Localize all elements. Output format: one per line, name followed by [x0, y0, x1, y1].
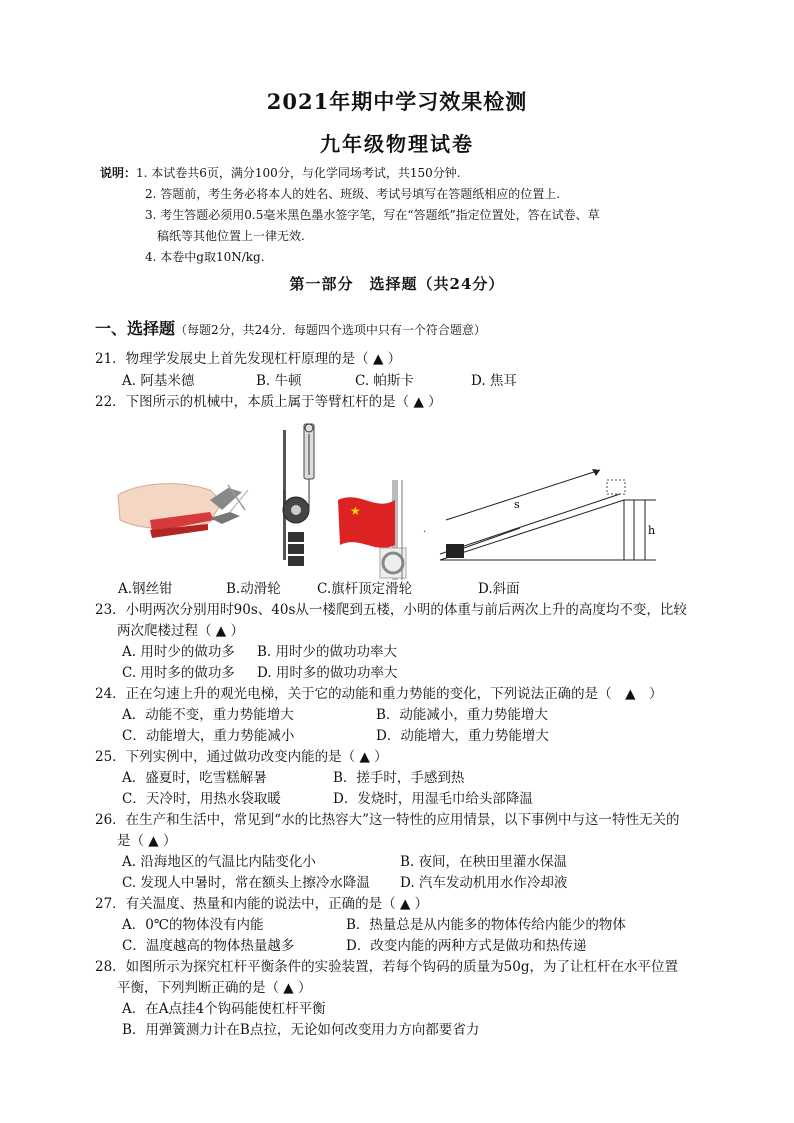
instruction-item: 4. 本卷中g取10N/kg.	[145, 250, 265, 264]
question-28-stem: 28．如图所示为探究杠杆平衡条件的实验装置，若每个钩码的质量为50g，为了让杠杆在水平位置	[95, 959, 678, 975]
question-26-option-c: C. 发现人中暑时，常在额头上擦冷水降温	[122, 875, 370, 891]
question-26-option-d: D. 汽车发动机用水作冷却液	[400, 875, 568, 891]
question-23-stem-cont: 两次爬楼过程（ ▲ ）	[117, 623, 244, 639]
instruction-item: 1. 本试卷共6页，满分100分，与化学同场考试，共150分钟.	[136, 166, 461, 180]
question-25-option-c: C．天冷时，用热水袋取暖	[122, 791, 281, 807]
question-24-option-b: B．动能减小，重力势能增大	[376, 707, 548, 723]
question-25-option-b: B．搓手时，手感到热	[333, 770, 465, 786]
instruction-item: 2. 答题前，考生务必将本人的姓名、班级、考试号填写在答题纸相应的位置上.	[145, 187, 561, 201]
question-22-caption-b: B.动滑轮	[226, 581, 281, 597]
question-26-stem-cont: 是（ ▲ ）	[117, 833, 177, 849]
section-title: 一、选择题	[95, 319, 176, 338]
question-23-option-d: D. 用时多的做功功率大	[257, 665, 398, 681]
question-24-option-c: C．动能增大，重力势能减小	[122, 728, 295, 744]
exam-subtitle: 九年级物理试卷	[320, 132, 474, 156]
question-22-caption-c: C.旗杆顶定滑轮	[317, 581, 413, 597]
svg-text:.: .	[423, 524, 427, 535]
question-27-stem: 27．有关温度、热量和内能的说法中，正确的是（ ▲ ）	[95, 896, 429, 912]
question-27-option-b: B．热量总是从内能多的物体传给内能少的物体	[346, 917, 626, 933]
question-21-option-d: D. 焦耳	[471, 373, 517, 389]
question-25-stem: 25．下列实例中，通过做功改变内能的是（ ▲ ）	[95, 749, 388, 765]
instructions	[100, 163, 600, 268]
question-26-stem: 26．在生产和生活中，常见到“水的比热容大”这一特性的应用情景，以下事例中与这一特性无关的	[95, 812, 680, 828]
pliers-image	[118, 484, 248, 538]
question-25-option-a: A．盛夏时，吃雪糕解暑	[122, 770, 267, 786]
question-28-stem-cont: 平衡，下列判断正确的是（ ▲ ）	[117, 980, 312, 996]
question-27-option-d: D．改变内能的两种方式是做功和热传递	[346, 938, 587, 954]
question-22-caption-d: D.斜面	[478, 581, 520, 597]
incline-label-s: s	[514, 498, 520, 511]
question-22-caption-a: A.钢丝钳	[118, 581, 173, 597]
question-22-stem: 22．下图所示的机械中，本质上属于等臂杠杆的是（ ▲ ）	[95, 394, 442, 410]
question-21-option-c: C. 帕斯卡	[355, 373, 414, 389]
question-26-option-b: B. 夜间，在秧田里灌水保温	[400, 854, 568, 870]
question-27-option-a: A．0℃的物体没有内能	[122, 917, 264, 933]
question-21-option-b: B. 牛顿	[256, 373, 302, 389]
instructions-label: 说明：	[100, 166, 137, 180]
question-21-stem: 21．物理学发展史上首先发现杠杆原理的是（ ▲ ）	[95, 351, 402, 367]
question-24-option-d: D．动能增大，重力势能增大	[376, 728, 549, 744]
question-23-stem: 23．小明两次分别用时90s、40s从一楼爬到五楼，小明的体重与前后两次上升的高度均不变，比较	[95, 602, 687, 618]
question-23-option-b: B. 用时少的做功功率大	[257, 644, 398, 660]
incline-image	[440, 469, 656, 560]
question-24-option-a: A．动能不变，重力势能增大	[122, 707, 294, 723]
question-28-option-a: A．在A点挂4个钩码能使杠杆平衡	[122, 1001, 326, 1017]
exam-title: 2021年期中学习效果检测	[266, 89, 528, 114]
incline-label-h: h	[648, 524, 656, 537]
question-27-option-c: C．温度越高的物体热量越多	[122, 938, 295, 954]
instruction-item: 3. 考生答题必须用0.5毫米黑色墨水签字笔，写在“答题纸”指定位置处，答在试卷、草	[145, 208, 600, 222]
question-25-option-d: D．发烧时，用湿毛巾给头部降温	[333, 791, 533, 807]
part-heading: 第一部分 选择题（共24分）	[289, 275, 505, 293]
section-heading	[95, 316, 486, 339]
question-26-option-a: A. 沿海地区的气温比内陆变化小	[122, 854, 316, 870]
section-note: （每题2分，共24分．每题四个选项中只有一个符合题意）	[175, 323, 486, 337]
question-28-option-b: B．用弹簧测力计在B点拉，无论如何改变用力方向都要省力	[122, 1022, 480, 1038]
question-23-option-c: C. 用时多的做功多	[122, 665, 235, 681]
question-22-figure	[110, 420, 670, 580]
flagpole-pulley-image	[338, 480, 406, 580]
svg-text:★: ★	[350, 504, 361, 518]
question-24-stem: 24．正在匀速上升的观光电梯，关于它的动能和重力势能的变化，下列说法正确的是（ ▲ ）	[95, 686, 663, 702]
question-21-option-a: A. 阿基米德	[122, 373, 195, 389]
movable-pulley-image	[283, 424, 314, 566]
instruction-item: 稿纸等其他位置上一律无效.	[157, 229, 305, 243]
question-23-option-a: A. 用时少的做功多	[122, 644, 235, 660]
